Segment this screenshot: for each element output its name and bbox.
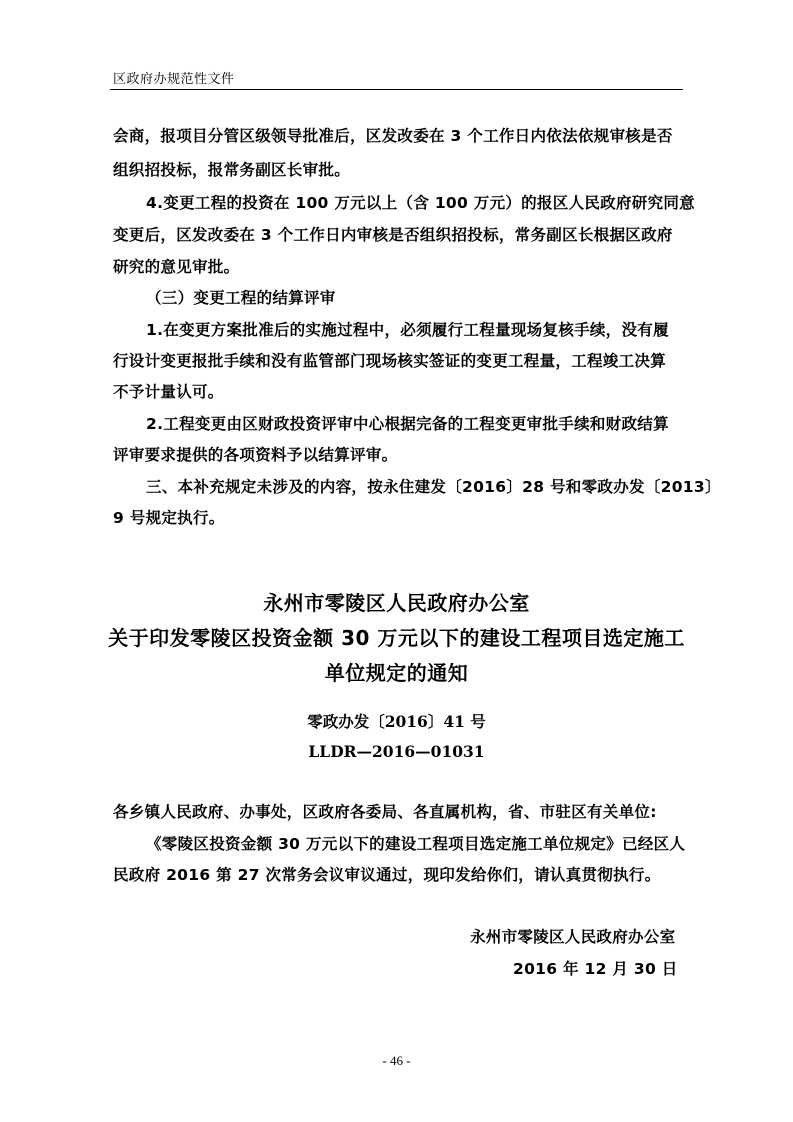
body-line: 9 号规定执行。 <box>113 509 225 527</box>
notice-title-line1: 永州市零陵区人民政府办公室 <box>263 591 530 615</box>
issue-date: 2016 年 12 月 30 日 <box>513 960 678 978</box>
signer: 永州市零陵区人民政府办公室 <box>470 928 676 946</box>
body-line: 变更后，区发改委在 3 个工作日内审核是否组织招投标，常务副区长根据区政府 <box>113 226 673 244</box>
notice-paragraph: 民政府 2016 第 27 次常务会议审议通过，现印发给你们，请认真贯彻执行。 <box>113 866 661 884</box>
page-number: - 46 - <box>382 1053 411 1068</box>
body-line: 会商，报项目分管区级领导批准后，区发改委在 3 个工作日内依法依规审核是否 <box>113 127 673 145</box>
addressee: 各乡镇人民政府、办事处，区政府各委局、各直属机构，省、市驻区有关单位: <box>113 803 657 821</box>
body-line: 组织招投标，报常务副区长审批。 <box>113 161 351 179</box>
body-line: 评审要求提供的各项资料予以结算评审。 <box>113 446 398 464</box>
section-heading: （三）变更工程的结算评审 <box>146 289 336 307</box>
registration-number: LLDR—2016—01031 <box>308 742 485 761</box>
header-rule <box>110 89 683 90</box>
body-line: 行设计变更报批手续和没有监管部门现场核实签证的变更工程量，工程竣工决算 <box>113 352 667 370</box>
body-line: 2.工程变更由区财政投资评审中心根据完备的工程变更审批手续和财政结算 <box>146 415 669 433</box>
notice-title-line3: 单位规定的通知 <box>324 661 469 685</box>
notice-title-line2: 关于印发零陵区投资金额 30 万元以下的建设工程项目选定施工 <box>108 626 685 650</box>
document-number: 零政办发〔2016〕41 号 <box>307 712 486 731</box>
body-line: 研究的意见审批。 <box>113 258 240 276</box>
body-line: 1.在变更方案批准后的实施过程中，必须履行工程量现场复核手续，没有履 <box>146 321 669 339</box>
body-line: 不予计量认可。 <box>113 383 224 401</box>
running-header: 区政府办规范性文件 <box>113 72 235 87</box>
notice-paragraph: 《零陵区投资金额 30 万元以下的建设工程项目选定施工单位规定》已经区人 <box>146 835 686 853</box>
body-line: 三、本补充规定未涉及的内容，按永住建发〔2016〕28 号和零政办发〔2013〕 <box>146 478 721 496</box>
body-line: 4.变更工程的投资在 100 万元以上（含 100 万元）的报区人民政府研究同意 <box>146 194 695 212</box>
